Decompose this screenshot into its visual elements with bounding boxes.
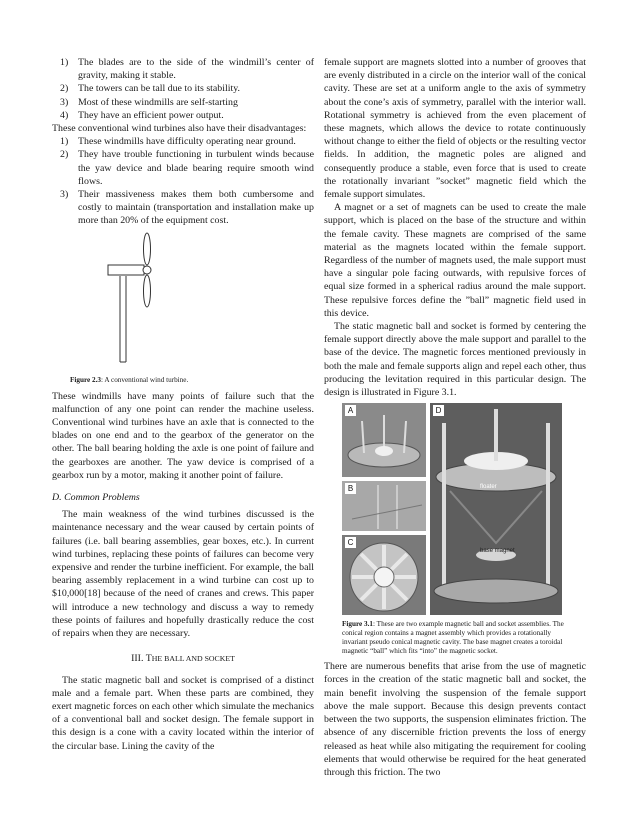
figure-2-3	[52, 228, 314, 376]
photo-d: D floater base magnet	[430, 403, 562, 615]
list-item: 2) They have trouble functioning in turbulent winds because the yaw device and blade bearing require smooth wind flows.	[60, 149, 314, 187]
subsection-heading: D. Common Problems	[52, 492, 140, 504]
list-item: 1) The blades are to the side of the windmill’s center of gravity, making it stable.	[60, 57, 314, 82]
photo-c: C	[342, 535, 426, 615]
list-item: 2) The towers can be tall due to its stability.	[60, 83, 240, 95]
failure-paragraph: These windmills have many points of failure such that the malfunction of any one point can render the machine useless. Conventional wind turbines have an axle that is connected to the blades on one end and to the gearbox of the generator on the other. The ball bearing holding the axle is one point of failure and the gearboxes are another. The yaw device is comprised of a gearbox run by a motor, making it another point of failure.	[52, 390, 314, 481]
right-column	[324, 56, 586, 779]
photo-a: A	[342, 403, 426, 477]
advantages-list	[52, 56, 314, 122]
disadvantages-intro: These conventional wind turbines also have their disadvantages:	[52, 123, 307, 135]
list-item: 3) Most of these windmills are self-starting	[60, 96, 238, 108]
list-item: 3) Their massiveness makes them both cumbersome and costly to maintain (transportation and installation make up more than 20% of the equipment cost.	[60, 189, 314, 227]
photo-b: B	[342, 481, 426, 531]
levitation-paragraph: The static magnetic ball and socket is formed by centering the female support directly above the male support and parallel to the base of the device. The magnetic forces mentioned previously in both the male and female supports align and repel each other, thus producing the levitation required in this particular design. The design is illustrated in Figure 3.1.	[324, 321, 586, 399]
figure-2-3-caption: Figure 2.3: A conventional wind turbine.	[70, 375, 189, 384]
benefits-paragraph: There are numerous benefits that arise from the use of magnetic forces in the creation of the static magnetic ball and socket, the main benefit involving the suspension of the female support above the male support. Because this design prevents contact between the two supports, the suspension eliminates friction. The absence of any discernible friction prevents the loss of energy released as heat while also mitigating the requirement for cooling elements that would otherwise be required for the heat generated through this friction. The two	[324, 661, 586, 778]
list-item: 4) They have an efficient power output.	[60, 109, 224, 121]
problems-paragraph: The main weakness of the wind turbines discussed is the maintenance necessary and the wear caused by certain points of failures (i.e. ball bearing assemblies, gear boxes, etc.). In current wind turbines, replacing these points of failures can become very expensive and render the turbine inefficient. For example, the ball bearing assembly replacement in a wind turbine can cost up to $10,000[18] because of the need of cranes and crews. This paper will introduce a new technology and discuss a way to remedy these points of failures and hopefully drastically reduce the cost of repairs when they are necessary.	[52, 509, 314, 640]
female-support-paragraph: female support are magnets slotted into a number of grooves that are evenly distributed in a circle on the interior wall of the conical cavity. These are set at a uniform angle to the axis of symmetry about the cone’s axis of symmetry, parallel with the interior wall. Rotational symmetry is achieved from the even placement of these magnets, which allows the device to rotate continuously without change to either the field of objects or the resulting vector fields. In addition, the magnetic poles are aligned and consequently produce a stable, even force that is used to create the rotationally invariant ”socket” magnetic field which the female support simulates.	[324, 57, 586, 201]
figure-3-1	[324, 403, 586, 617]
list-item: 1) These windmills have difficulty operating near ground.	[60, 136, 296, 148]
left-column	[52, 56, 314, 753]
section-heading: III. THE BALL AND SOCKET	[131, 653, 235, 665]
disadvantages-list	[52, 135, 314, 227]
figure-3-1-caption: Figure 3.1: These are two example magnetic ball and socket assemblies. The conical region contains a magnet assembly which provides a rotationally invariant pseudo conical magnetic cavity. The base magnet creates a toroidal magnetic “ball” which fits “into” the magnetic socket.	[342, 620, 564, 656]
wind-turbine-drawing	[52, 232, 314, 372]
ball-socket-paragraph: The static magnetic ball and socket is comprised of a distinct male and a female part. When these parts are combined, they exert magnetic forces on each other which simulate the mechanics of a conventional ball and socket design. The female support in this design is a cone with a cavity located within the interior of the circular base. Lining the cavity of the	[52, 674, 314, 752]
base-magnet-label: base magnet	[480, 548, 515, 555]
male-support-paragraph: A magnet or a set of magnets can be used to create the male support, which is placed on the base of the structure and within the female cavity. These magnets are comprised of the same material as the magnets located within the female support. Regardless of the number of magnets used, the male support must have a singular pole facing outwards, with repulsive forces of equal size formed in a spherical radius around the male support. These repulsive forces define the ”ball” magnetic field used in this device.	[324, 202, 586, 319]
floater-label: floater	[480, 484, 497, 491]
